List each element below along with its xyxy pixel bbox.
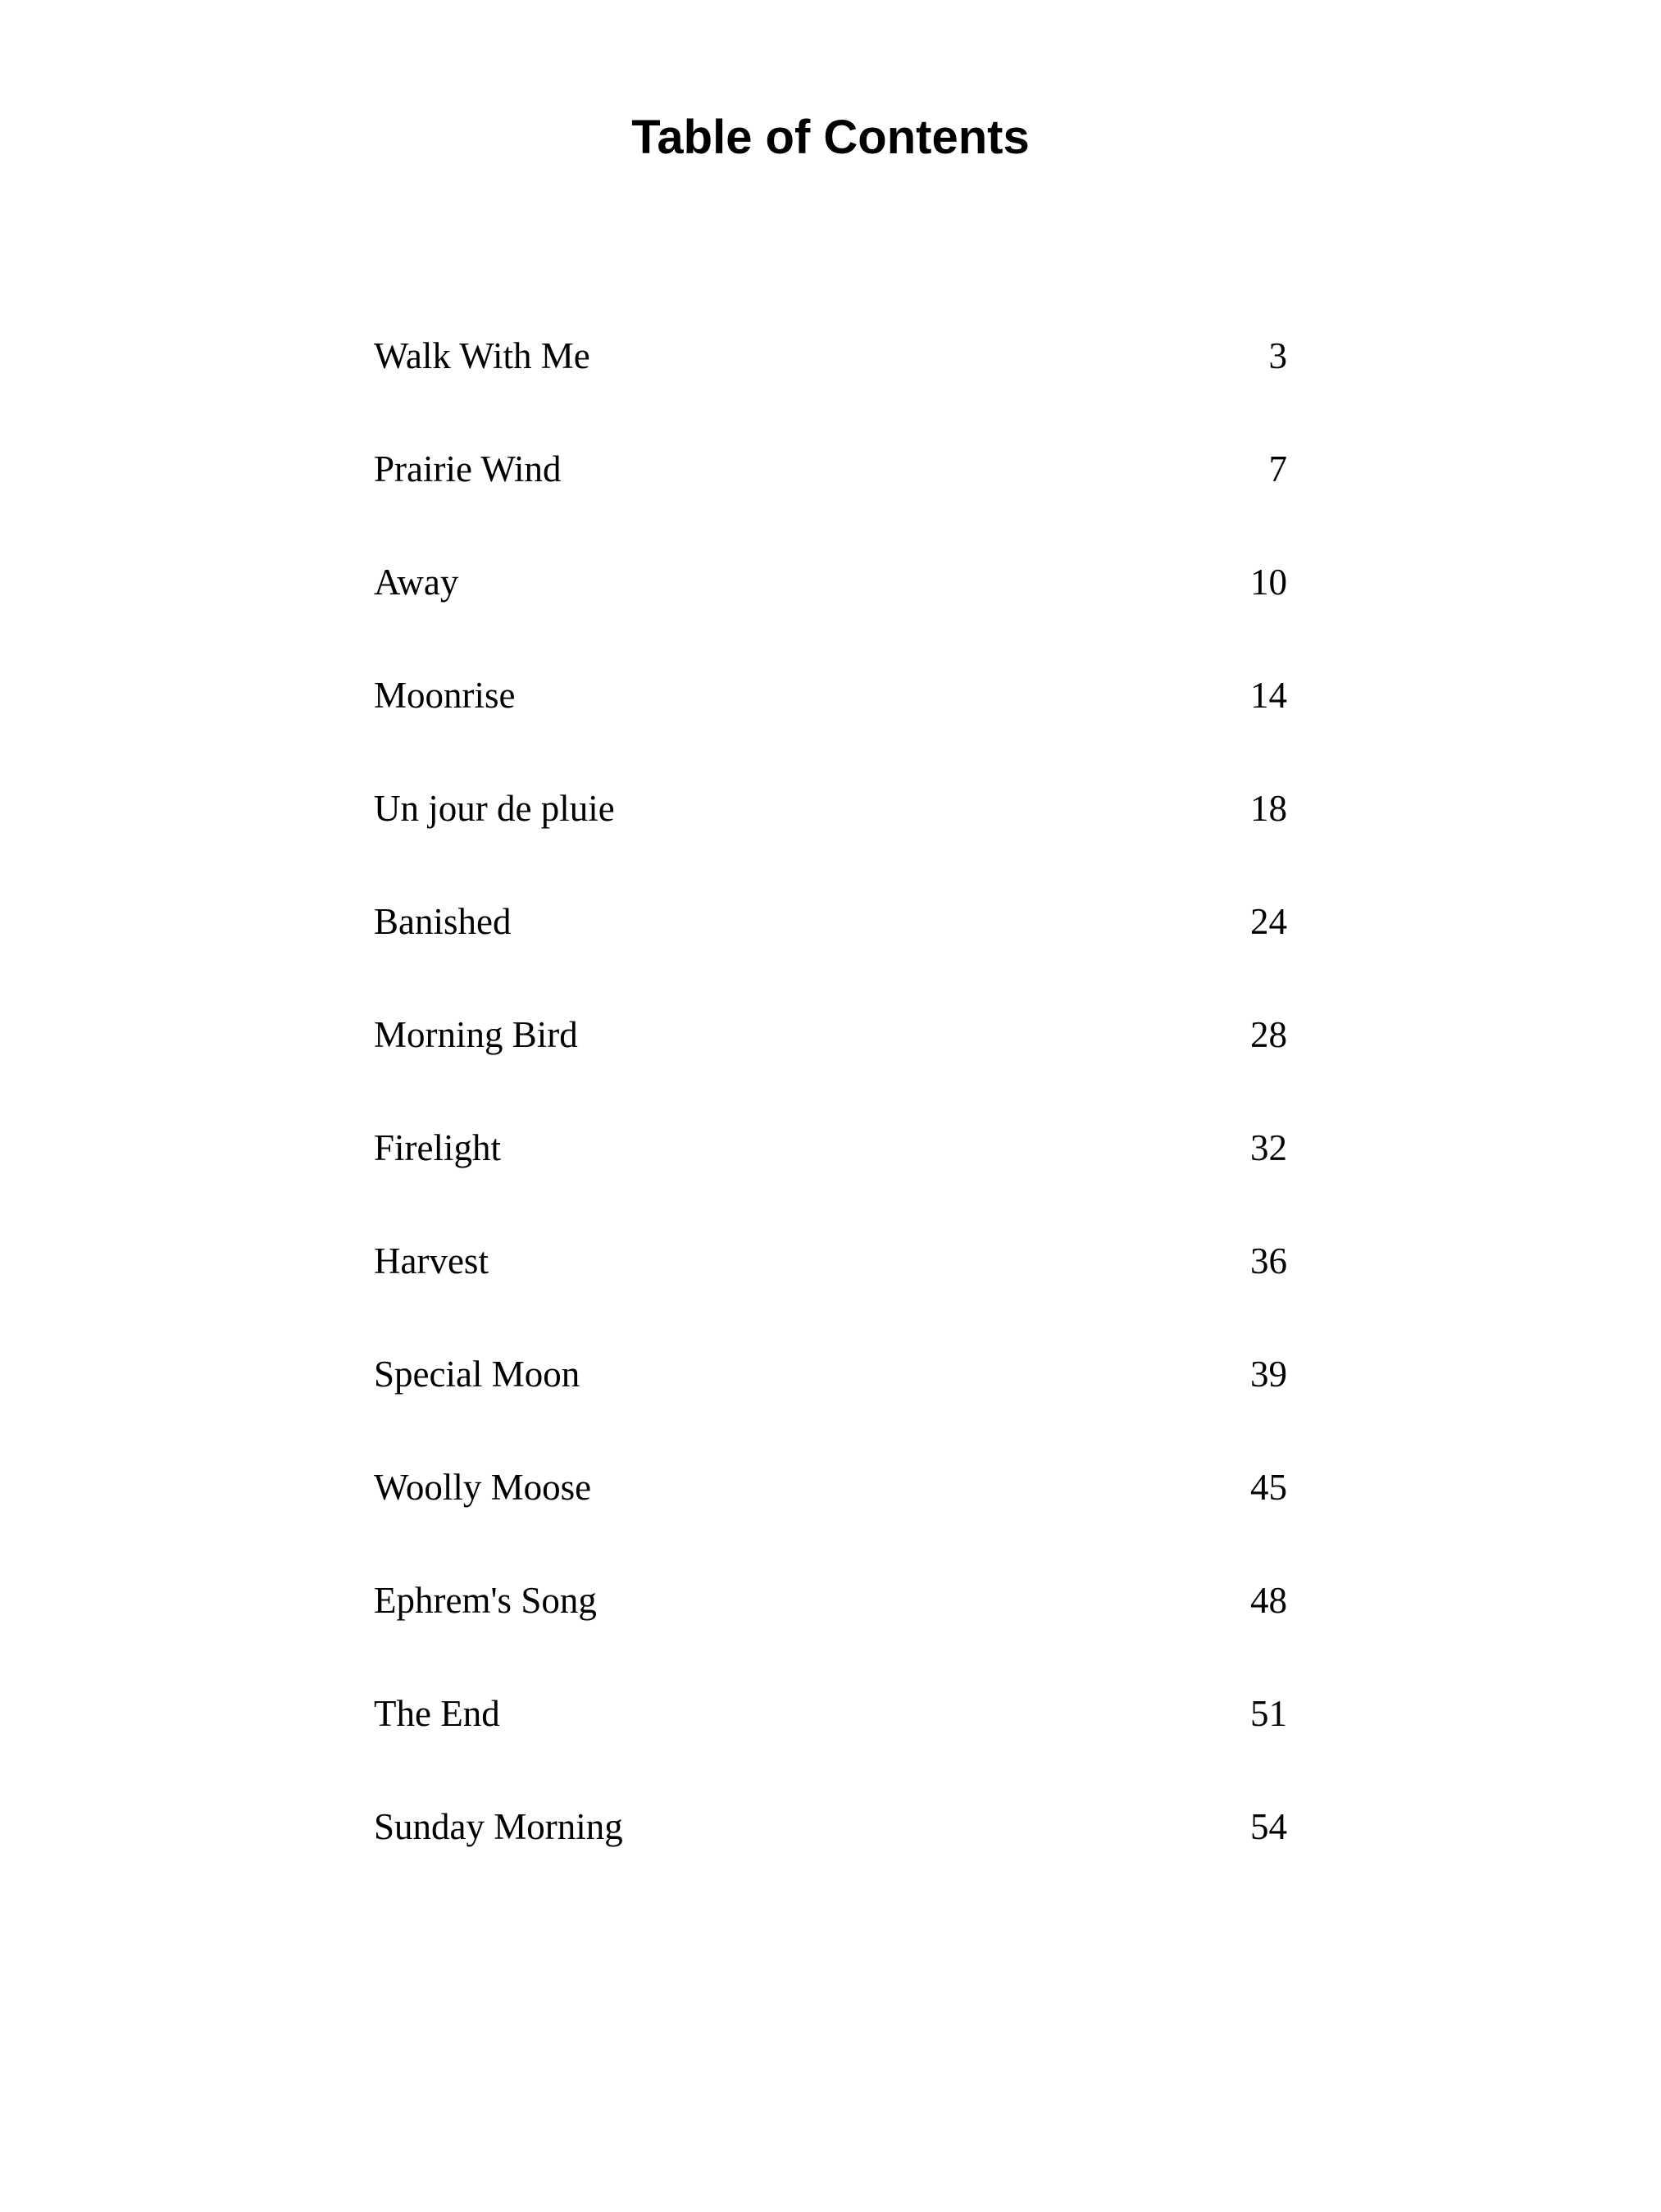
toc-entry bbox=[374, 1115, 1287, 1228]
toc-entry-page-number: 28 bbox=[1250, 1014, 1287, 1055]
toc-entry-title: Harvest bbox=[374, 1240, 489, 1281]
toc-entry bbox=[374, 1454, 1287, 1568]
toc-entry-page-number: 51 bbox=[1250, 1693, 1287, 1734]
toc-entry-page-number: 45 bbox=[1250, 1467, 1287, 1508]
toc-entry-title: Moonrise bbox=[374, 675, 516, 716]
toc-entry-page-number: 48 bbox=[1250, 1580, 1287, 1621]
toc-entry bbox=[374, 1681, 1287, 1794]
toc-entry-page-number: 39 bbox=[1250, 1354, 1287, 1395]
toc-entry-page-number: 7 bbox=[1268, 448, 1287, 489]
toc-entry bbox=[374, 1568, 1287, 1681]
toc-entry-page-number: 24 bbox=[1250, 901, 1287, 942]
toc-entry bbox=[374, 1794, 1287, 1907]
toc-entry bbox=[374, 436, 1287, 549]
toc-entry bbox=[374, 889, 1287, 1002]
toc-entry bbox=[374, 549, 1287, 662]
toc-entry bbox=[374, 1341, 1287, 1454]
page-title: Table of Contents bbox=[631, 111, 1030, 164]
toc-entry-title: Special Moon bbox=[374, 1354, 580, 1395]
toc-entry-page-number: 10 bbox=[1250, 562, 1287, 603]
toc-entry-title: Sunday Morning bbox=[374, 1806, 623, 1847]
toc-entry-page-number: 18 bbox=[1250, 788, 1287, 829]
toc-entry-title: Firelight bbox=[374, 1127, 501, 1168]
toc-entry-title: Ephrem's Song bbox=[374, 1580, 597, 1621]
toc-entry-page-number: 32 bbox=[1250, 1127, 1287, 1168]
toc-entry bbox=[374, 1002, 1287, 1115]
toc-entry bbox=[374, 323, 1287, 436]
toc-entry-title: Morning Bird bbox=[374, 1014, 578, 1055]
toc-entry-title: Away bbox=[374, 562, 459, 603]
toc-entry-page-number: 36 bbox=[1250, 1240, 1287, 1281]
toc-list bbox=[374, 323, 1287, 1907]
toc-entry-title: The End bbox=[374, 1693, 500, 1734]
toc-entry-page-number: 14 bbox=[1250, 675, 1287, 716]
toc-entry-page-number: 3 bbox=[1268, 335, 1287, 376]
toc-entry-title: Un jour de pluie bbox=[374, 788, 615, 829]
toc-entry bbox=[374, 662, 1287, 776]
toc-entry-title: Banished bbox=[374, 901, 512, 942]
toc-entry-title: Woolly Moose bbox=[374, 1467, 592, 1508]
toc-entry bbox=[374, 776, 1287, 889]
toc-entry bbox=[374, 1228, 1287, 1341]
toc-entry-title: Walk With Me bbox=[374, 335, 590, 376]
toc-entry-title: Prairie Wind bbox=[374, 448, 562, 489]
toc-entry-page-number: 54 bbox=[1250, 1806, 1287, 1847]
